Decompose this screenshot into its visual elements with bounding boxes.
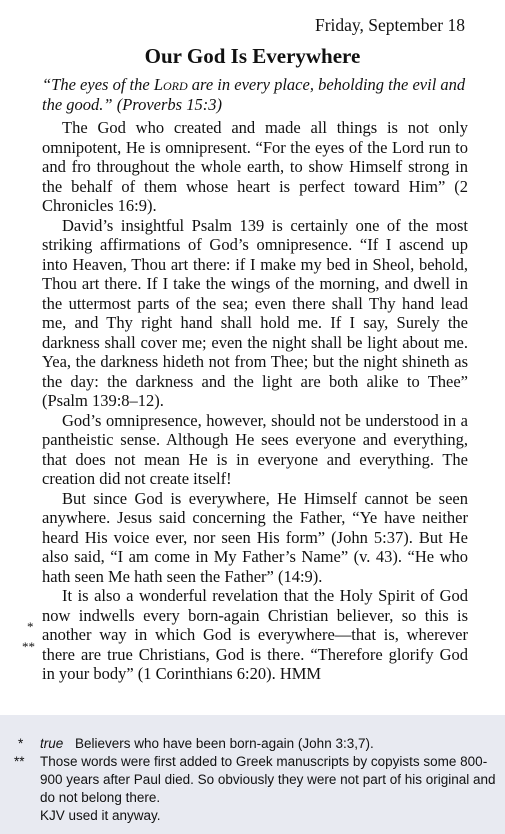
paragraph-3: God’s omnipresence, however, should not be understood in a pantheistic sense. Although He sees everyone and everything, that does not mean He is in everyone and everything. The creation did not create itself! (42, 410, 468, 488)
paragraph-1: The God who created and made all things is not only omnipotent, He is omnipresent. “For the eyes of the Lord run to and fro throughout the whole earth, to show Himself strong in the behalf of them whose heart is perfect toward Him” (2 Chronicles 16:9). (42, 118, 468, 215)
footnote-2-mark: ** (14, 754, 25, 769)
margin-mark-double: ** (22, 639, 35, 654)
verse-lord: Lord (153, 75, 188, 94)
verse-text-b: are in every place, beholding the evil and the good.” (Proverbs 15:3) (42, 75, 466, 114)
margin-mark-single: * (27, 619, 34, 634)
footnote-1-text: Believers who have been born-again (John 3:3,7). (75, 736, 374, 751)
footnote-1 (0, 735, 505, 753)
footnote-2 (0, 753, 505, 825)
footnotes (0, 735, 505, 825)
footnote-2-text: Those words were first added to Greek manuscripts by copyists some 800-900 years after Paul died. So obviously they were not part of his original and do not belong there. (40, 754, 496, 805)
footnote-1-word: true (40, 736, 64, 751)
verse-text-a: “The eyes of the (42, 75, 154, 94)
footnote-1-mark: * (18, 736, 24, 751)
paragraph-4: But since God is everywhere, He Himself cannot be seen anywhere. Jesus said concerning the Father, “Ye have neither heard His voice ever, nor seen His form” (John 5:37). But He also said, “I am come in My Father’s Name” (v. 43). “He who hath seen Me hath seen the Father” (14:9). (42, 488, 468, 586)
paragraph-5: It is also a wonderful revelation that the Holy Spirit of God now indwells every born-again Christian believer, so this is another way in which God is everywhere—that is, wherever there are true Christians, God is there. “Therefore glorify God in your body” (1 Corinthians 6:20). HMM (42, 586, 468, 683)
footnote-2-text2: KJV used it anyway. (40, 808, 161, 823)
page-title: Our God Is Everywhere (144, 44, 361, 68)
paragraph-2: David’s insightful Psalm 139 is certainly one of the most striking affirmations of God’s omnipresence. “If I ascend up into Heaven, Thou art there: if I make my bed in Sheol, behold, Thou art there. If I take the wings of the morning, and dwell in the uttermost parts of the sea; even there shall Thy hand lead me, and Thy right hand shall hold me. If I say, Surely the darkness shall cover me; even the night shall be light about me. Yea, the darkness hideth not from Thee; but the night shineth as the day: the darkness and the light are both alike to Thee” (Psalm 139:8–12). (42, 215, 468, 410)
date-line: Friday, September 18 (314, 15, 465, 35)
key-verse (42, 75, 472, 115)
devotional-body (42, 118, 468, 684)
